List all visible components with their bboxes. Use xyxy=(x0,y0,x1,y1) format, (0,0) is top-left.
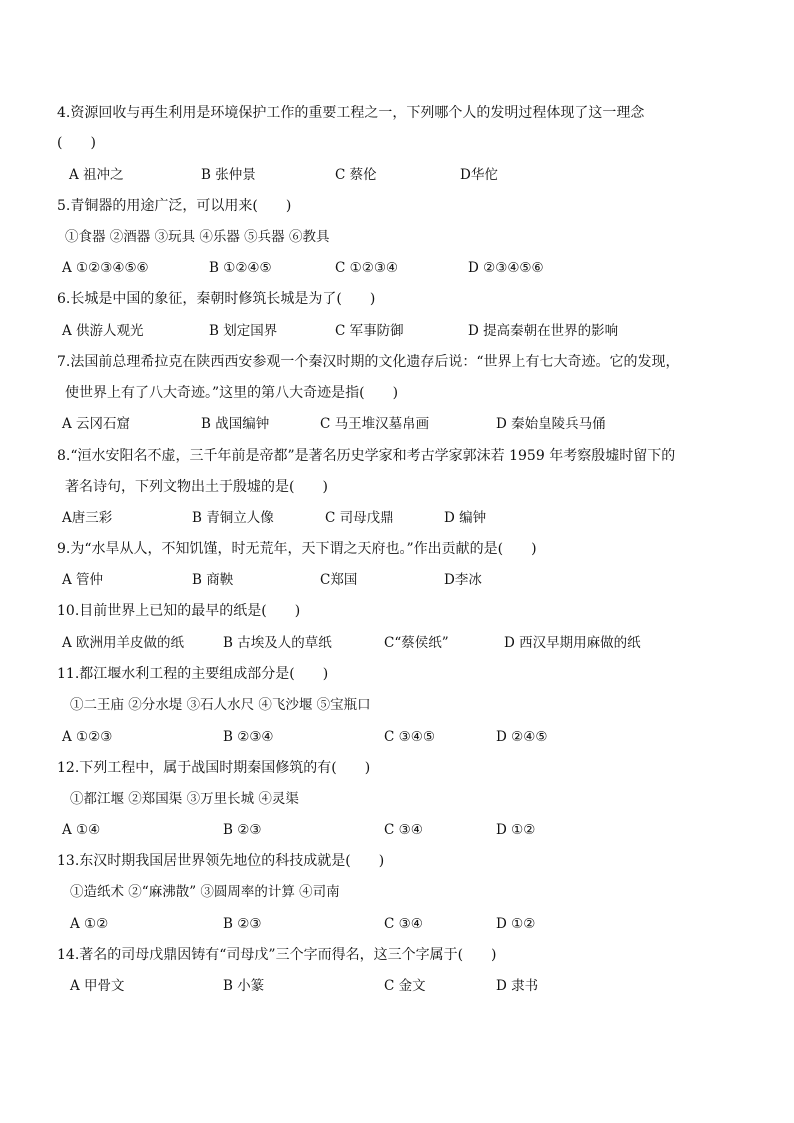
question-9-option-b: B 商鞅 xyxy=(192,572,234,588)
question-10-stem: 10.目前世界上已知的最早的纸是( ) xyxy=(57,603,301,619)
question-7-option-b: B 战国编钟 xyxy=(201,416,270,432)
question-12-items: ①都江堰 ②郑国渠 ③万里长城 ④灵渠 xyxy=(70,791,299,807)
question-7-stem: 7.法国前总理希拉克在陕西西安参观一个秦汉时期的文化遗存后说：“世界上有七大奇迹。它的发现， xyxy=(57,354,680,370)
question-4-stem: 4.资源回收与再生利用是环境保护工作的重要工程之一，下列哪个人的发明过程体现了这一理念 xyxy=(57,105,645,121)
question-13-option-a: A ①② xyxy=(70,916,109,932)
question-13-option-b: B ②③ xyxy=(223,916,262,932)
question-4-option-a: A 祖冲之 xyxy=(69,167,124,183)
question-6-option-b: B 划定国界 xyxy=(209,323,278,339)
question-12-option-d: D ①② xyxy=(496,822,536,838)
question-10-option-c: C“蔡侯纸” xyxy=(384,635,449,651)
question-13-stem: 13.东汉时期我国居世界领先地位的科技成就是( ) xyxy=(57,853,385,869)
question-14-option-b: B 小篆 xyxy=(223,978,265,994)
question-14-option-c: C 金文 xyxy=(384,978,426,994)
question-5-items: ①食器 ②酒器 ③玩具 ④乐器 ⑤兵器 ⑥教具 xyxy=(65,229,330,245)
question-7-stem-continued: 使世界上有了八大奇迹。”这里的第八大奇迹是指( ) xyxy=(65,385,399,401)
question-13-option-d: D ①② xyxy=(496,916,536,932)
question-9-option-d: D李冰 xyxy=(444,572,482,588)
question-11-option-a: A ①②③ xyxy=(62,729,113,745)
question-5-option-a: A ①②③④⑤⑥ xyxy=(62,260,149,276)
question-6-stem: 6.长城是中国的象征，秦朝时修筑长城是为了( ) xyxy=(57,291,376,307)
question-11-option-c: C ③④⑤ xyxy=(384,729,435,745)
question-5-stem: 5.青铜器的用途广泛，可以用来( ) xyxy=(57,198,292,214)
question-4-stem-continued: ( ) xyxy=(57,135,96,151)
question-8-stem: 8.“洹水安阳名不虚，三千年前是帝都”是著名历史学家和考古学家郭沫若 1959 年考察殷墟时留下的 xyxy=(57,448,676,464)
question-5-option-b: B ①②④⑤ xyxy=(209,260,272,276)
question-8-option-d: D 编钟 xyxy=(444,510,487,526)
question-10-option-a: A 欧洲用羊皮做的纸 xyxy=(62,635,185,651)
question-12-stem: 12.下列工程中，属于战国时期秦国修筑的有( ) xyxy=(57,760,371,776)
question-14-option-d: D 隶书 xyxy=(496,978,539,994)
question-13-option-c: C ③④ xyxy=(384,916,423,932)
question-7-option-a: A 云冈石窟 xyxy=(62,416,131,432)
question-9-option-c: C郑国 xyxy=(320,572,358,588)
question-13-items: ①造纸术 ②“麻沸散” ③圆周率的计算 ④司南 xyxy=(70,884,340,900)
question-6-option-c: C 军事防御 xyxy=(335,323,404,339)
question-4-option-b: B 张仲景 xyxy=(201,167,256,183)
question-11-stem: 11.都江堰水利工程的主要组成部分是( ) xyxy=(57,666,329,682)
question-11-items: ①二王庙 ②分水堤 ③石人水尺 ④飞沙堰 ⑤宝瓶口 xyxy=(70,697,371,713)
question-10-option-d: D 西汉早期用麻做的纸 xyxy=(504,635,641,651)
question-6-option-a: A 供游人观光 xyxy=(62,323,144,339)
question-7-option-c: C 马王堆汉墓帛画 xyxy=(320,416,430,432)
question-9-option-a: A 管仲 xyxy=(62,572,104,588)
question-12-option-c: C ③④ xyxy=(384,822,423,838)
question-12-option-b: B ②③ xyxy=(223,822,262,838)
question-5-option-c: C ①②③④ xyxy=(335,260,399,276)
question-10-option-b: B 古埃及人的草纸 xyxy=(223,635,332,651)
question-14-option-a: A 甲骨文 xyxy=(70,978,125,994)
question-8-option-b: B 青铜立人像 xyxy=(192,510,274,526)
question-8-stem-continued: 著名诗句，下列文物出土于殷墟的是( ) xyxy=(65,479,328,495)
question-11-option-d: D ②④⑤ xyxy=(496,729,548,745)
question-7-option-d: D 秦始皇陵兵马俑 xyxy=(496,416,606,432)
question-14-stem: 14.著名的司母戊鼎因铸有“司母戊”三个字而得名，这三个字属于( ) xyxy=(57,947,497,963)
question-9-stem: 9.为“水旱从人，不知饥馑，时无荒年，天下谓之天府也。”作出贡献的是( ) xyxy=(57,541,537,557)
question-12-option-a: A ①④ xyxy=(62,822,101,838)
question-5-option-d: D ②③④⑤⑥ xyxy=(468,260,544,276)
question-8-option-c: C 司母戊鼎 xyxy=(325,510,394,526)
question-8-option-a: A唐三彩 xyxy=(62,510,113,526)
question-11-option-b: B ②③④ xyxy=(223,729,274,745)
question-4-option-d: D华佗 xyxy=(460,167,498,183)
question-4-option-c: C 蔡伦 xyxy=(335,167,377,183)
question-6-option-d: D 提高秦朝在世界的影响 xyxy=(468,323,619,339)
